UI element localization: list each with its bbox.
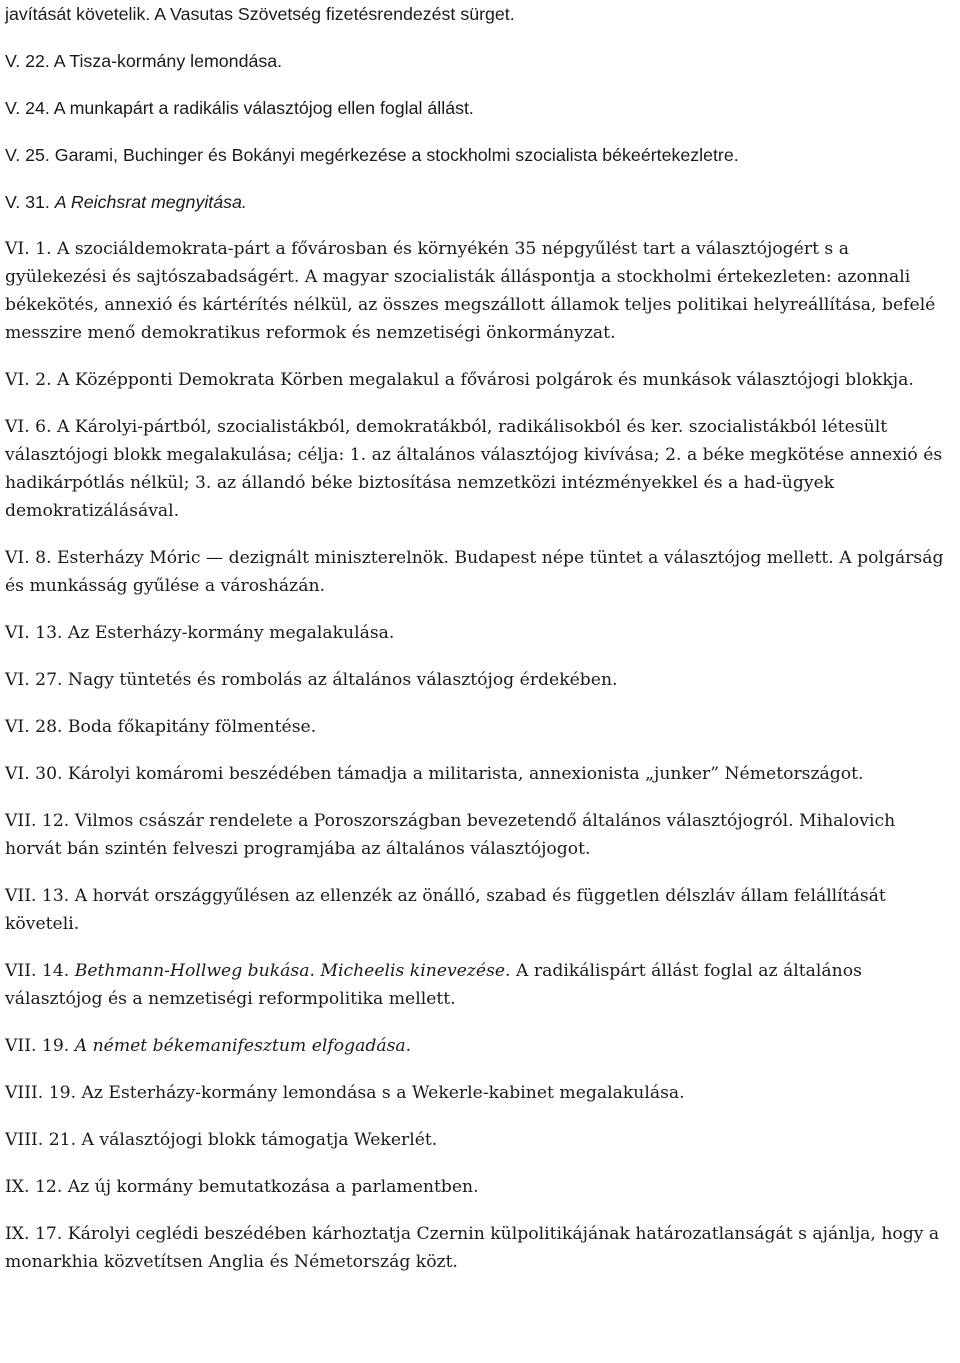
paragraph-gap bbox=[5, 347, 950, 366]
chronology-entry-v31 bbox=[5, 188, 950, 216]
entry-text: VI. 8. Esterházy Móric — dezignált miniszterelnök. Budapest népe tüntet a választójog mellett. A polgárság és munkásság gyűlése a városházán. bbox=[5, 548, 944, 596]
paragraph-gap bbox=[5, 1154, 950, 1173]
paragraph-gap bbox=[5, 938, 950, 957]
entry-text: VI. 27. Nagy tüntetés és rombolás az általános választójog érdekében. bbox=[5, 670, 618, 690]
paragraph-gap bbox=[5, 1013, 950, 1032]
entry-text-italic: A német békemanifesztum elfogadása. bbox=[74, 1036, 412, 1056]
entry-text: VIII. 21. A választójogi blokk támogatja Wekerlét. bbox=[5, 1130, 438, 1150]
document-page bbox=[5, 0, 950, 1276]
entry-text: V. 24. A munkapárt a radikális választójog ellen foglal állást. bbox=[5, 98, 474, 118]
paragraph-gap bbox=[5, 394, 950, 413]
chronology-entry-vi6 bbox=[5, 413, 950, 525]
paragraph-gap bbox=[5, 1107, 950, 1126]
paragraph-gap bbox=[5, 169, 950, 188]
paragraph-gap bbox=[5, 216, 950, 235]
chronology-entry-v25 bbox=[5, 141, 950, 169]
chronology-entry-vii13 bbox=[5, 882, 950, 938]
chronology-entry-vi1 bbox=[5, 235, 950, 347]
entry-text: V. 22. A Tisza-kormány lemondása. bbox=[5, 51, 283, 71]
chronology-entry-vi28 bbox=[5, 713, 950, 741]
chronology-entry-vii14 bbox=[5, 957, 950, 1013]
entry-text: VII. 12. Vilmos császár rendelete a Poroszországban bevezetendő általános választójogról. Mihalovich horvát bán szintén felveszi programjába az általános választójogot. bbox=[5, 811, 896, 859]
entry-text: VIII. 19. Az Esterházy-kormány lemondása s a Wekerle-kabinet megalakulása. bbox=[5, 1083, 685, 1103]
paragraph-gap bbox=[5, 741, 950, 760]
entry-text: V. 25. Garami, Buchinger és Bokányi megérkezése a stockholmi szocialista békeértekezletre. bbox=[5, 145, 739, 165]
entry-text-italic: A Reichsrat megnyitása. bbox=[54, 192, 247, 212]
entry-text: VII. 13. A horvát országgyűlésen az ellenzék az önálló, szabad és független délszláv állam felállítását követeli. bbox=[5, 886, 886, 934]
paragraph-gap bbox=[5, 647, 950, 666]
chronology-entry-ix17 bbox=[5, 1220, 950, 1276]
entry-date: V. 31. bbox=[5, 192, 55, 212]
entry-text: VI. 13. Az Esterházy-kormány megalakulása. bbox=[5, 623, 395, 643]
entry-text: A radikálispárt állást foglal az általános választójog és a nemzetiségi reformpolitika mellett. bbox=[5, 961, 862, 1009]
chronology-entry-v24 bbox=[5, 94, 950, 122]
chronology-entry-v22 bbox=[5, 47, 950, 75]
paragraph-gap bbox=[5, 694, 950, 713]
entry-date: VII. 19. bbox=[5, 1036, 75, 1056]
entry-text: javítását követelik. A Vasutas Szövetség fizetésrendezést sürget. bbox=[5, 4, 515, 24]
chronology-entry-vii19 bbox=[5, 1032, 950, 1060]
chronology-entry-vi13 bbox=[5, 619, 950, 647]
entry-text: IX. 12. Az új kormány bemutatkozása a parlamentben. bbox=[5, 1177, 479, 1197]
chronology-entry-viii21 bbox=[5, 1126, 950, 1154]
paragraph-gap bbox=[5, 788, 950, 807]
entry-text: VI. 30. Károlyi komáromi beszédében támadja a militarista, annexionista „junker” Németországot. bbox=[5, 764, 864, 784]
paragraph-gap bbox=[5, 1060, 950, 1079]
paragraph-gap bbox=[5, 1201, 950, 1220]
text-line-continuation bbox=[5, 0, 950, 28]
paragraph-gap bbox=[5, 122, 950, 141]
entry-text: VI. 6. A Károlyi-pártból, szocialistákból, demokratákból, radikálisokból és ker. szocialistákból létesült választójogi blokk megalakulása; célja: 1. az általános választójog kivívása; 2. a béke megkötése annexió és hadikárpótlás nélkül; 3. az állandó béke biztosítása nemzetközi intézményekkel és a had-ügyek demokratizálásával. bbox=[5, 417, 943, 521]
entry-date: VII. 14. bbox=[5, 961, 75, 981]
paragraph-gap bbox=[5, 600, 950, 619]
entry-text: VI. 2. A Középponti Demokrata Körben megalakul a fővárosi polgárok és munkások választójogi blokkja. bbox=[5, 370, 914, 390]
chronology-entry-ix12 bbox=[5, 1173, 950, 1201]
chronology-entry-vi30 bbox=[5, 760, 950, 788]
entry-text: VI. 1. A szociáldemokrata-párt a fővárosban és környékén 35 népgyűlést tart a választójogért s a gyülekezési és sajtószabadságért. A magyar szocialisták álláspontja a stockholmi értekezleten: azonnali békekötés, annexió és kártérítés nélkül, az összes megszállott államok teljes politikai helyreállítása, befelé messzire menő demokratikus reformok és nemzetiségi önkormányzat. bbox=[5, 239, 936, 343]
chronology-entry-vi2 bbox=[5, 366, 950, 394]
chronology-entry-vii12 bbox=[5, 807, 950, 863]
paragraph-gap bbox=[5, 863, 950, 882]
entry-text: VI. 28. Boda főkapitány fölmentése. bbox=[5, 717, 317, 737]
paragraph-gap bbox=[5, 75, 950, 94]
chronology-entry-viii19 bbox=[5, 1079, 950, 1107]
chronology-entry-vi27 bbox=[5, 666, 950, 694]
paragraph-gap bbox=[5, 525, 950, 544]
paragraph-gap bbox=[5, 28, 950, 47]
entry-text: IX. 17. Károlyi ceglédi beszédében kárhoztatja Czernin külpolitikájának határozatlanságát s ajánlja, hogy a monarkhia közvetítsen Anglia és Németország közt. bbox=[5, 1224, 940, 1272]
entry-text-italic: Bethmann-Hollweg bukása. Micheelis kinevezése. bbox=[74, 961, 511, 981]
chronology-entry-vi8 bbox=[5, 544, 950, 600]
